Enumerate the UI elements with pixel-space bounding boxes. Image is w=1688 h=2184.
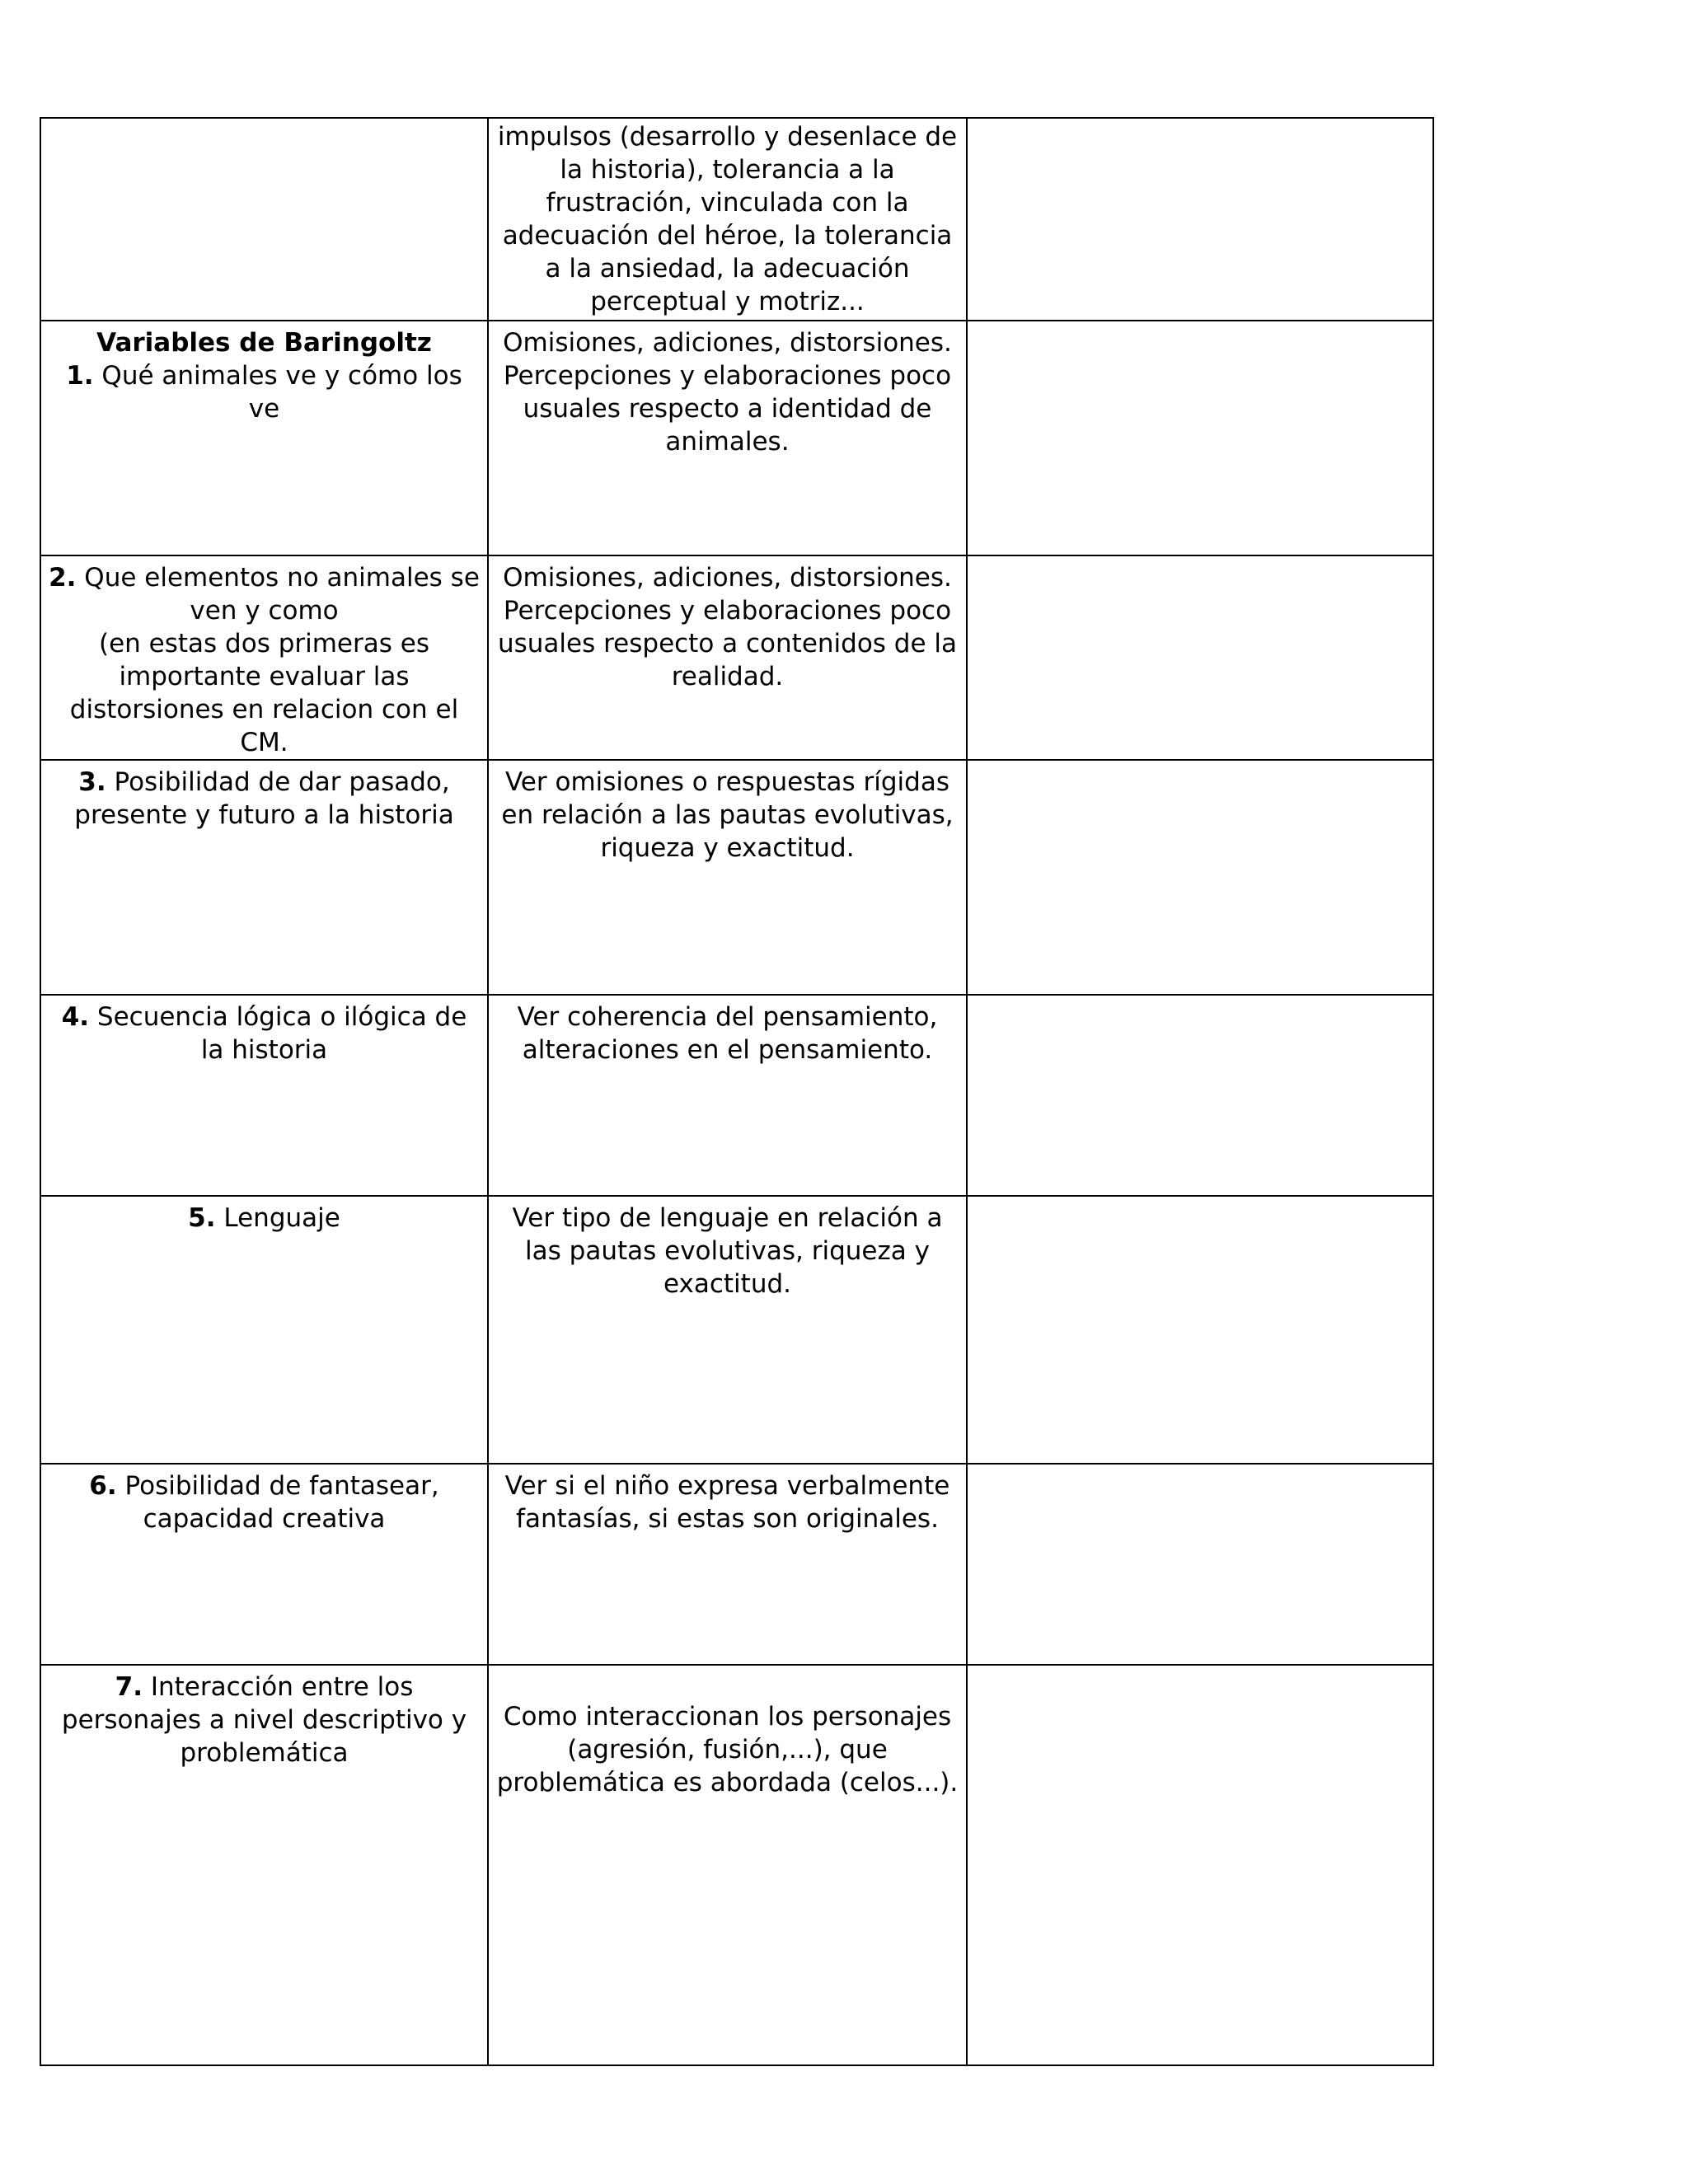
indicator-cell xyxy=(488,1665,967,2065)
table-row xyxy=(40,321,1433,555)
item-number: 1. xyxy=(66,361,94,391)
item-number: 3. xyxy=(78,767,106,797)
criterion-text: Posibilidad de fantasear, capacidad creativa xyxy=(116,1471,439,1534)
item-number: 4. xyxy=(61,1002,90,1032)
indicator-cell xyxy=(488,995,967,1196)
criterion-cell xyxy=(40,1665,488,2065)
item-number: 6. xyxy=(89,1471,117,1501)
table-row xyxy=(40,1665,1433,2065)
criterion-text: Qué animales ve y cómo los ve xyxy=(93,361,462,424)
indicator-cell xyxy=(488,1196,967,1464)
indicator-text: impulsos (desarrollo y desenlace de la historia), tolerancia a la frustración, vinculada con la adecuación del héroe, la tolerancia a la ansiedad, la adecuación perceptual y motriz... xyxy=(497,122,958,316)
criterion-note: (en estas dos primeras es importante evaluar las distorsiones en relacion con el CM. xyxy=(69,629,459,757)
criterion-cell xyxy=(40,995,488,1196)
criterion-text: Lenguaje xyxy=(215,1203,340,1233)
table-row xyxy=(40,118,1433,321)
section-heading: Variables de Baringoltz xyxy=(96,328,432,358)
indicator-text: Ver tipo de lenguaje en relación a las pautas evolutivas, riqueza y exactitud. xyxy=(512,1203,943,1299)
indicator-text: Omisiones, adiciones, distorsiones. Percepciones y elaboraciones poco usuales respecto a identidad de animales. xyxy=(503,328,952,457)
notes-cell xyxy=(967,321,1433,555)
item-number: 2. xyxy=(49,563,77,593)
indicator-text: Ver si el niño expresa verbalmente fantasías, si estas son originales. xyxy=(504,1471,950,1534)
criterion-text: Posibilidad de dar pasado, presente y futuro a la historia xyxy=(74,767,454,830)
notes-cell xyxy=(967,1196,1433,1464)
item-number: 5. xyxy=(188,1203,216,1233)
notes-cell xyxy=(967,555,1433,760)
table-row xyxy=(40,1464,1433,1665)
table-row xyxy=(40,1196,1433,1464)
notes-cell xyxy=(967,118,1433,321)
criterion-cell xyxy=(40,321,488,555)
criterion-cell xyxy=(40,1196,488,1464)
indicator-text: Ver coherencia del pensamiento, alteraciones en el pensamiento. xyxy=(517,1002,938,1065)
table-row xyxy=(40,995,1433,1196)
criterion-text: Que elementos no animales se ven y como xyxy=(76,563,480,626)
notes-cell xyxy=(967,1464,1433,1665)
table-row xyxy=(40,555,1433,760)
criterion-text: Secuencia lógica o ilógica de la historia xyxy=(89,1002,467,1065)
criterion-cell xyxy=(40,1464,488,1665)
indicator-cell xyxy=(488,321,967,555)
criterion-cell xyxy=(40,555,488,760)
indicator-text: Como interaccionan los personajes (agresión, fusión,...), que problemática es abordada (celos...). xyxy=(496,1702,959,1797)
indicator-text: Omisiones, adiciones, distorsiones. Percepciones y elaboraciones poco usuales respecto a contenidos de la realidad. xyxy=(497,563,958,691)
indicator-cell xyxy=(488,1464,967,1665)
notes-cell xyxy=(967,995,1433,1196)
criterion-cell xyxy=(40,118,488,321)
indicator-cell xyxy=(488,555,967,760)
evaluation-table xyxy=(40,117,1434,2066)
notes-cell xyxy=(967,760,1433,995)
indicator-text: Ver omisiones o respuestas rígidas en relación a las pautas evolutivas, riqueza y exactitud. xyxy=(501,767,954,863)
item-number: 7. xyxy=(115,1672,143,1702)
table-row xyxy=(40,760,1433,995)
indicator-cell xyxy=(488,760,967,995)
criterion-text: Interacción entre los personajes a nivel descriptivo y problemática xyxy=(61,1672,467,1768)
indicator-cell xyxy=(488,118,967,321)
criterion-cell xyxy=(40,760,488,995)
notes-cell xyxy=(967,1665,1433,2065)
